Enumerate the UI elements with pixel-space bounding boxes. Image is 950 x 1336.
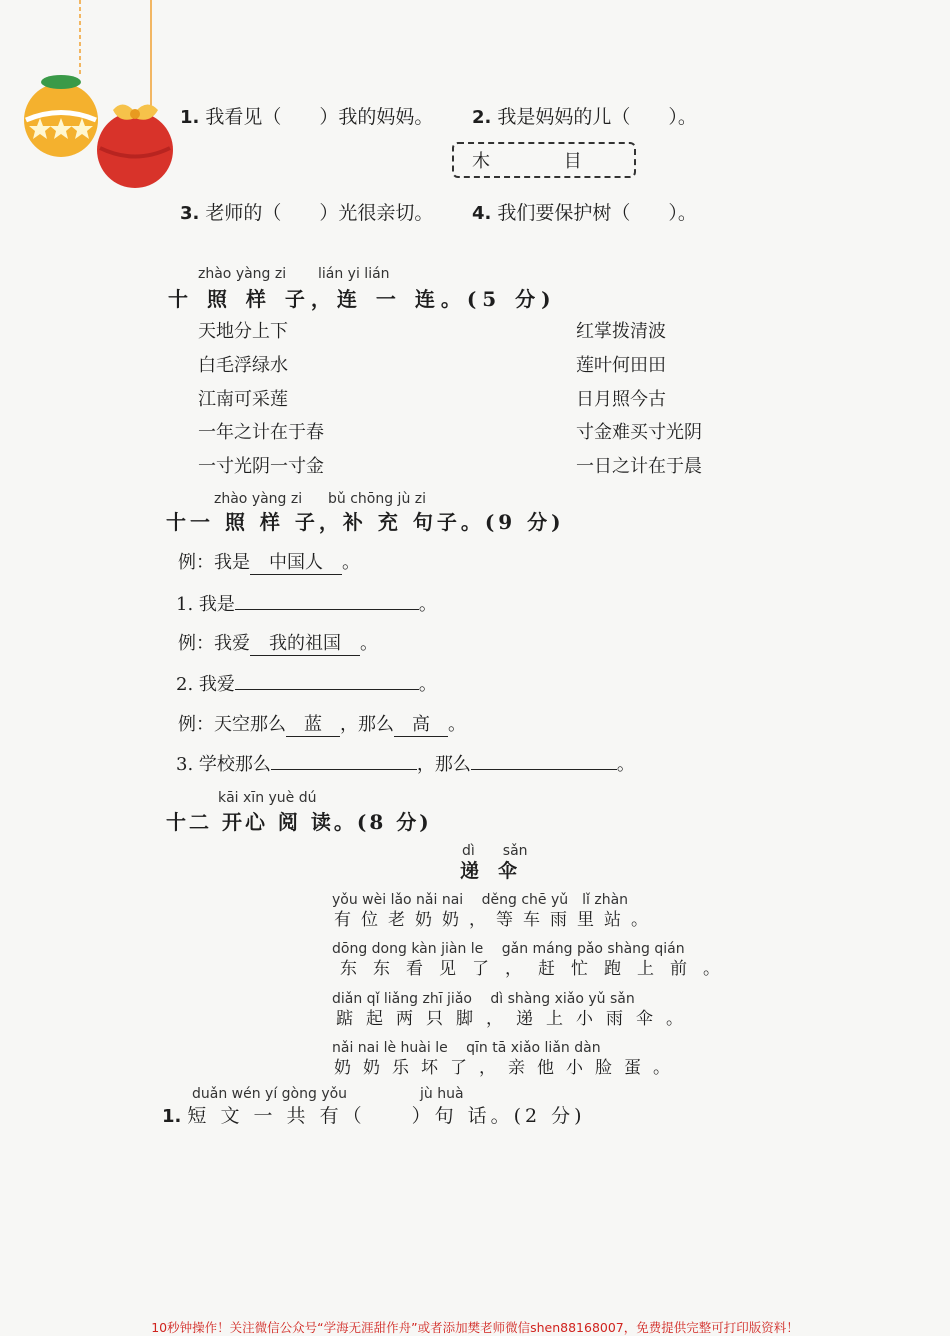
fill-item-2 (472, 102, 697, 129)
example-1 (178, 548, 360, 575)
example-prefix: 例：天空那么 (178, 714, 286, 735)
sentence-question-1 (176, 590, 437, 616)
example-prefix: 例：我是 (178, 552, 250, 573)
question-prefix: 1. 我是 (176, 594, 235, 615)
question-prefix: 3. 学校那么 (176, 754, 271, 775)
question-prefix: 2. 我爱 (176, 674, 235, 695)
section-10-pinyin-2: lián yi lián (318, 266, 390, 282)
answer-blank[interactable] (235, 671, 419, 690)
example-answer-1: 蓝 (286, 710, 340, 737)
sentence-question-3 (176, 750, 635, 776)
story-title-pinyin: dì sǎn (462, 843, 528, 859)
story-line-1: 有位老奶奶，等车雨里站。 (334, 910, 658, 930)
right-phrase-1: 红掌拨清波 (576, 321, 666, 342)
example-2 (178, 629, 378, 656)
left-phrase-4: 一年之计在于春 (198, 422, 324, 443)
section-11-pinyin-2: bǔ chōng jù zi (328, 491, 427, 507)
story-line-4: 奶奶乐坏了，亲他小脸蛋。 (334, 1058, 682, 1078)
question-suffix: 。 (418, 594, 437, 615)
story-line-3: 踮起两只脚，递上小雨伞。 (336, 1009, 696, 1029)
question-suffix: 。 (418, 674, 437, 695)
example-answer-2: 高 (394, 710, 448, 737)
left-phrase-2: 白毛浮绿水 (198, 355, 288, 376)
item-number: 4. (472, 203, 492, 224)
reading-question-pinyin-1: duǎn wén yí gòng yǒu (192, 1086, 348, 1102)
christmas-ornaments-decoration (18, 0, 188, 200)
item-text: 我们要保护树（ ）。 (497, 202, 697, 224)
section-12-pinyin: kāi xīn yuè dú (218, 790, 317, 806)
example-answer: 中国人 (250, 548, 342, 575)
story-line-4-pinyin: nǎi nai lè huài le qīn tā xiǎo liǎn dàn (332, 1040, 601, 1056)
item-number: 3. (180, 203, 200, 224)
answer-blank[interactable] (235, 591, 419, 610)
fill-item-1 (180, 102, 433, 129)
question-middle: ，那么 (416, 754, 471, 775)
reading-question-1 (162, 1101, 586, 1128)
answer-blank-2[interactable] (471, 751, 617, 770)
right-phrase-3: 日月照今古 (576, 389, 666, 410)
item-number: 2. (472, 107, 492, 128)
fill-item-3 (180, 198, 433, 225)
answer-blank-1[interactable] (271, 751, 417, 770)
left-phrase-3: 江南可采莲 (198, 389, 288, 410)
item-text: 老师的（ ）光很亲切。 (205, 202, 434, 224)
fill-item-4 (472, 198, 697, 225)
story-line-2-pinyin: dōng dong kàn jiàn le gǎn máng pǎo shàng qián (332, 941, 685, 957)
item-number: 1. (180, 107, 200, 128)
reading-question-pinyin-2: jù huà (420, 1086, 464, 1102)
section-10-heading: 十 照 样 子，连 一 连。(5 分) (168, 287, 557, 311)
section-10-pinyin-1: zhào yàng zi (198, 266, 287, 282)
example-suffix: 。 (448, 714, 466, 735)
section-11-heading: 十一 照 样 子，补 充 句子。(9 分) (166, 510, 565, 534)
footer-promo-text: 10秒钟操作！关注微信公众号“学海无涯甜作舟”或者添加樊老师微信shen88168007，免费提供完整可打印版资料！ (151, 1320, 799, 1335)
left-phrase-1: 天地分上下 (198, 321, 288, 342)
example-middle: ，那么 (340, 714, 394, 735)
item-text: 我看见（ ）我的妈妈。 (205, 106, 434, 128)
item-text: 我是妈妈的儿（ ）。 (497, 106, 697, 128)
story-line-3-pinyin: diǎn qǐ liǎng zhī jiǎo dì shàng xiǎo yǔ sǎn (332, 991, 635, 1007)
section-11-pinyin-1: zhào yàng zi (214, 491, 303, 507)
question-suffix: 。 (616, 754, 635, 775)
example-suffix: 。 (360, 633, 378, 654)
item-number: 1. (162, 1106, 182, 1127)
question-text: 短 文 一 共 有（ ）句 话。(2 分) (187, 1105, 586, 1127)
word-choice-box: 木 目 (452, 142, 636, 178)
left-phrase-5: 一寸光阴一寸金 (198, 456, 324, 477)
right-phrase-5: 一日之计在于晨 (576, 456, 702, 477)
story-line-2: 东东看见了，赶忙跑上前。 (340, 959, 736, 979)
example-answer: 我的祖国 (250, 629, 360, 656)
example-suffix: 。 (342, 552, 360, 573)
sentence-question-2 (176, 670, 437, 696)
story-line-1-pinyin: yǒu wèi lǎo nǎi nai děng chē yǔ lǐ zhàn (332, 892, 629, 908)
story-title: 递 伞 (460, 860, 518, 882)
right-phrase-4: 寸金难买寸光阴 (576, 422, 702, 443)
section-12-heading: 十二 开心 阅 读。(8 分) (166, 810, 432, 834)
example-3 (178, 710, 466, 737)
example-prefix: 例：我爱 (178, 633, 250, 654)
right-phrase-2: 莲叶何田田 (576, 355, 666, 376)
